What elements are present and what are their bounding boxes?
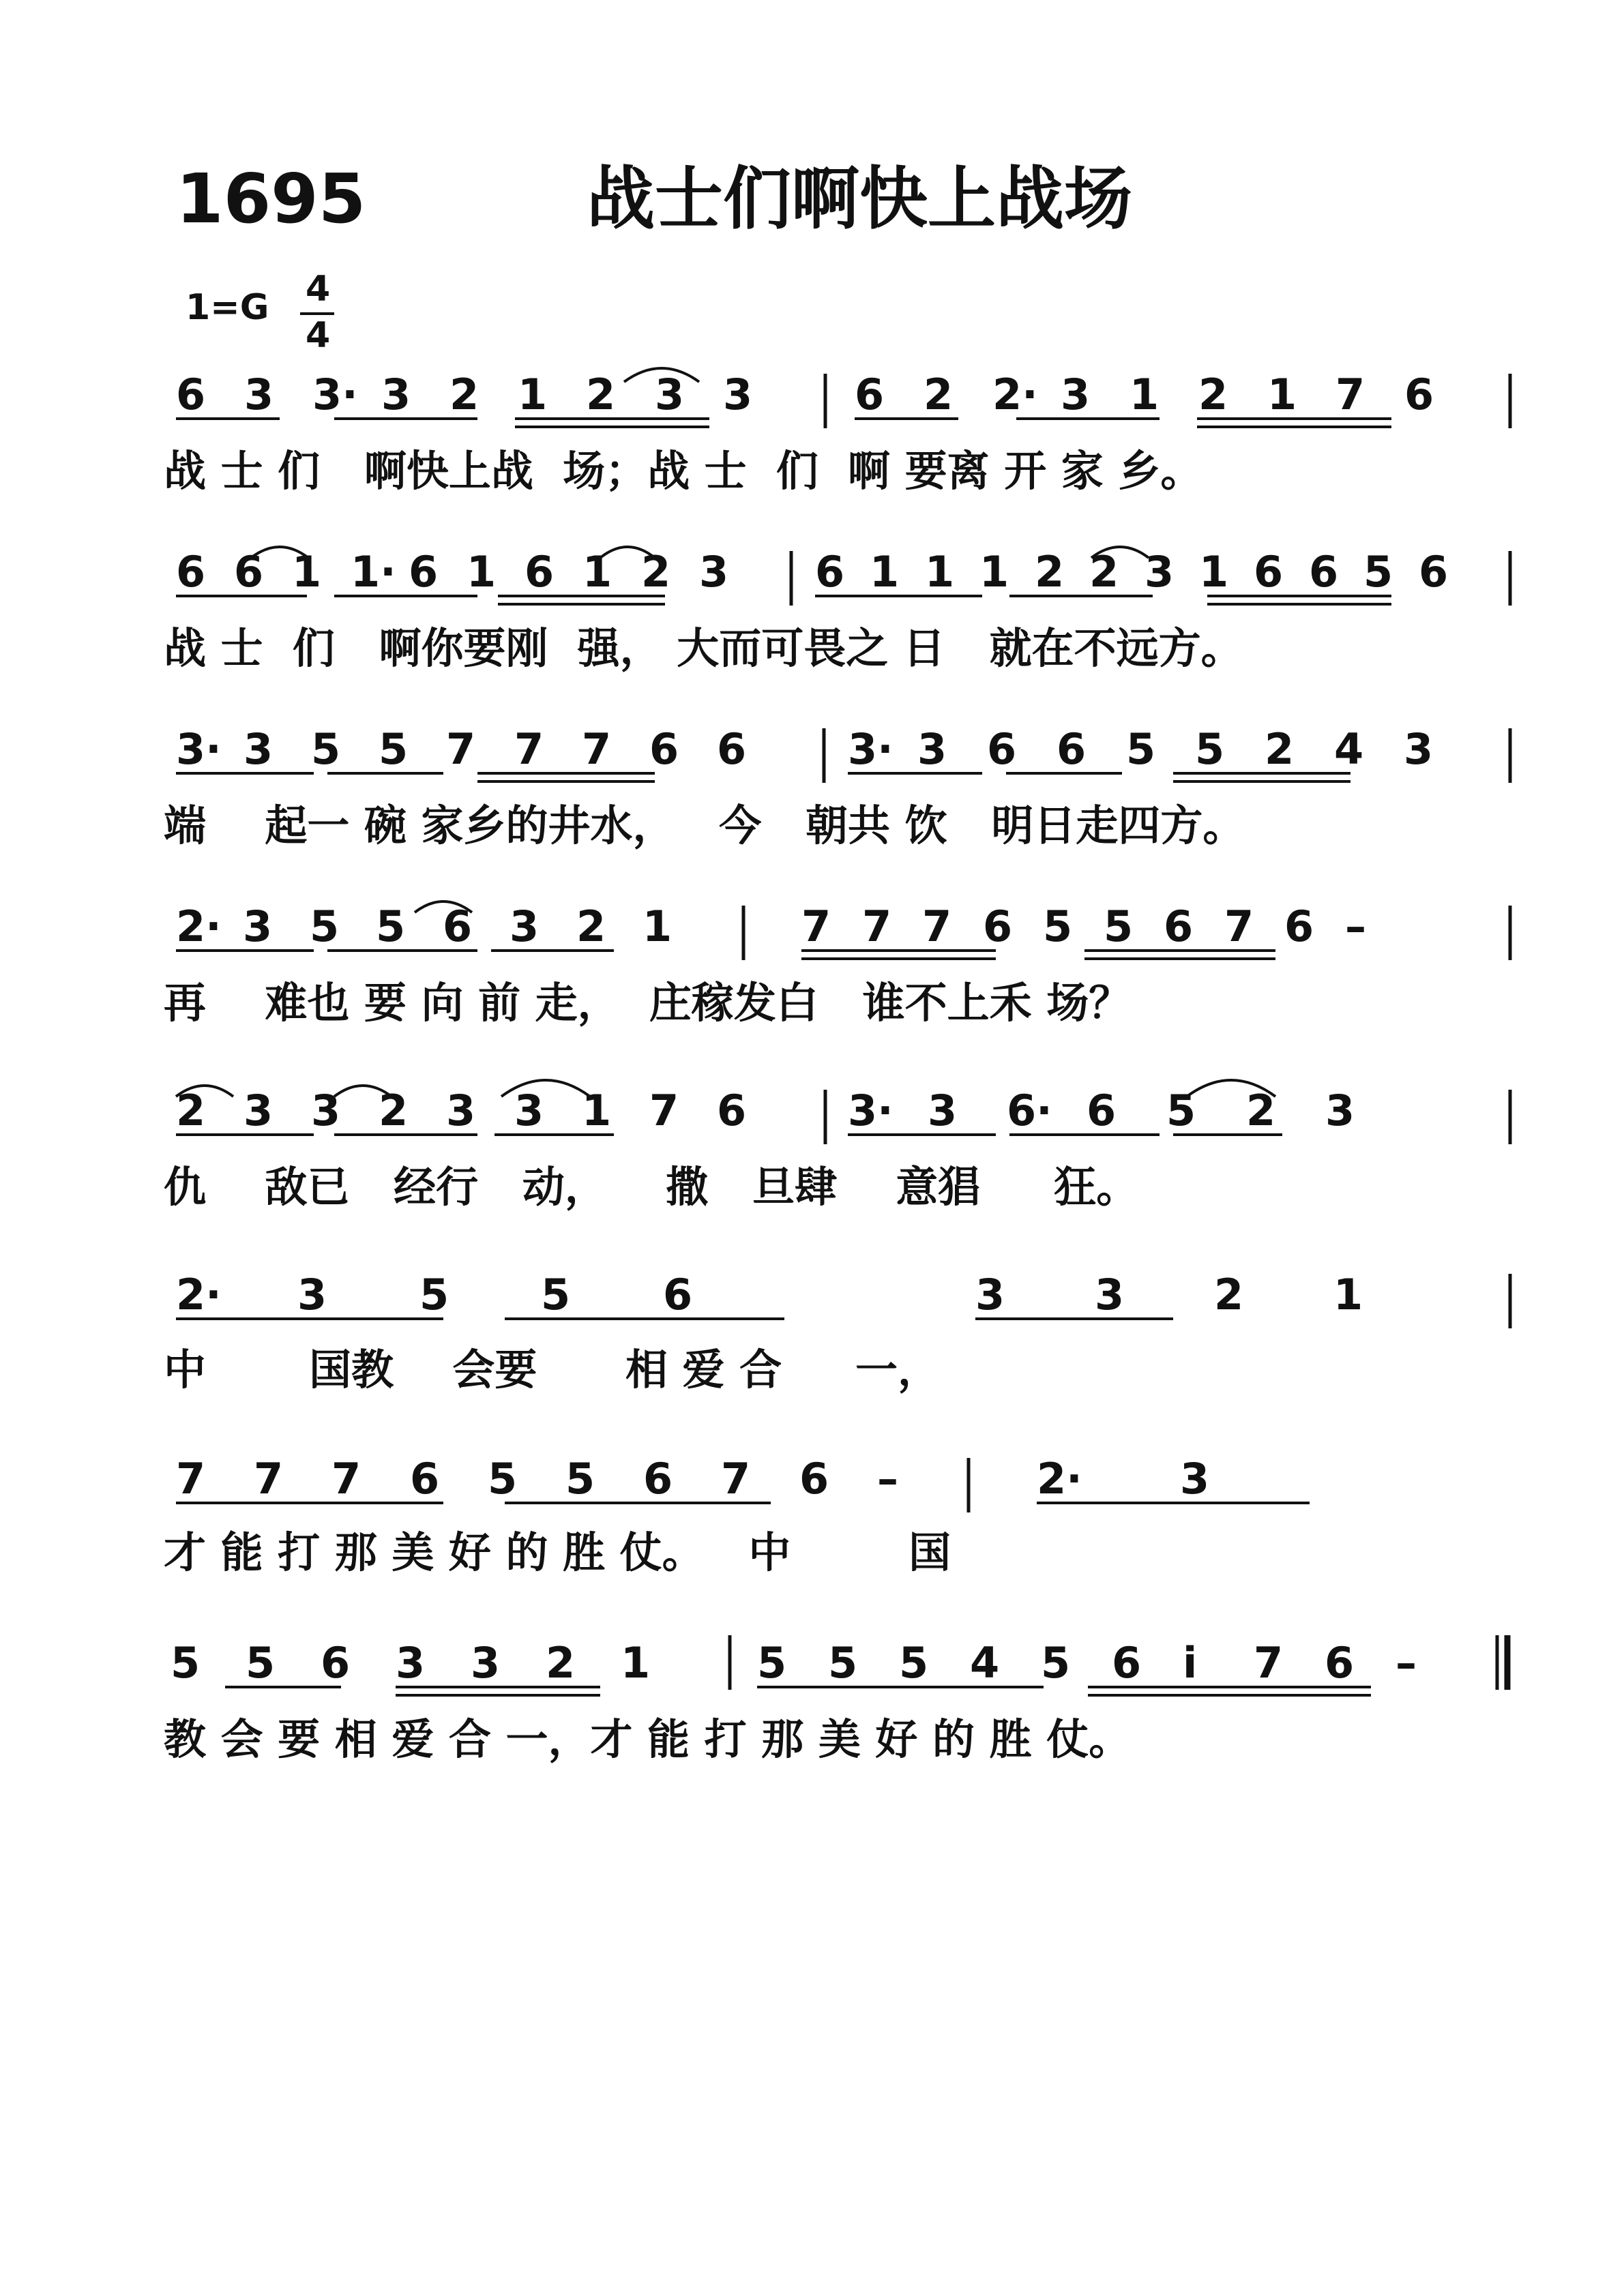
note-2-1-1: 6 <box>176 547 206 597</box>
note-1-1-4: 3 <box>381 370 411 419</box>
note-4-1-6: 3 <box>510 901 540 951</box>
note-1-1-5: 2 <box>449 370 479 419</box>
note-7-1-8: 7 <box>721 1454 751 1504</box>
note-5-1-4: 2 <box>379 1086 409 1135</box>
lyric-line: 教 会 要 相 爱 合 一，才 能 打 那 美 好 的 胜 仗。 <box>164 1714 1132 1764</box>
note-6-1-5: 6 <box>663 1270 693 1320</box>
note-8-1-2: 5 <box>246 1638 276 1688</box>
page-title: 战士们啊快上战场 <box>587 159 1132 239</box>
note-8-2-8: 7 <box>1254 1638 1284 1688</box>
note-3-1-9: 6 <box>717 724 747 774</box>
lyric-line: 中 国教 会要 相 爱 合 一， <box>164 1345 941 1395</box>
note-4-1-8: 1 <box>643 901 673 951</box>
note-1-2-4: 3 <box>1061 370 1091 419</box>
note-1-2-3: 2· <box>992 370 1038 419</box>
lyric-line: 战 士 们 啊快上战 场；战 士 们 啊 要离 开 家 乡。 <box>164 446 1203 496</box>
lyric-line: 仇 敌已 经行 动， 撒 旦肆 意猖 狂。 <box>164 1162 1139 1212</box>
note-2-2-7: 3 <box>1145 547 1175 597</box>
lyric-line: 才 能 打 那 美 好 的 胜 仗。 中 国 <box>164 1527 951 1577</box>
note-1-2-6: 2 <box>1198 370 1228 419</box>
note-4-2-6: 5 <box>1104 901 1134 951</box>
note-5-2-7: 3 <box>1325 1086 1355 1135</box>
note-5-2-6: 2 <box>1246 1086 1276 1135</box>
note-3-2-9: 3 <box>1404 724 1434 774</box>
note-4-1-4: 5 <box>376 901 406 951</box>
note-6-1-3: 5 <box>419 1270 449 1320</box>
note-7-1-2: 7 <box>254 1454 284 1504</box>
note-3-1-7: 7 <box>582 724 612 774</box>
note-3-2-8: 4 <box>1334 724 1364 774</box>
note-2-2-11: 5 <box>1363 547 1393 597</box>
note-1-1-8: 3 <box>655 370 685 419</box>
note-8-2-5: 5 <box>1041 1638 1071 1688</box>
note-5-1-5: 3 <box>446 1086 476 1135</box>
note-5-1-8: 7 <box>649 1086 679 1135</box>
note-2-2-12: 6 <box>1419 547 1449 597</box>
note-6-1-2: 3 <box>297 1270 327 1320</box>
note-3-1-1: 3· <box>176 724 222 774</box>
lyric-line: 端 起一 碗 家乡的井水， 今 朝共 饮 明日走四方。 <box>164 801 1245 850</box>
note-4-1-7: 2 <box>576 901 606 951</box>
note-8-2-4: 4 <box>970 1638 1000 1688</box>
note-7-1-9: 6 <box>799 1454 829 1504</box>
note-1-1-6: 1 <box>518 370 548 419</box>
note-2-2-1: 6 <box>815 547 845 597</box>
note-3-2-4: 6 <box>1057 724 1087 774</box>
note-1-2-5: 1 <box>1130 370 1160 419</box>
note-4-1-5: 6 <box>443 901 473 951</box>
note-8-2-1: 5 <box>757 1638 787 1688</box>
note-7-1-6: 5 <box>565 1454 595 1504</box>
note-2-2-4: 1 <box>979 547 1009 597</box>
note-5-2-5: 5 <box>1166 1086 1196 1135</box>
note-5-2-2: 3 <box>928 1086 958 1135</box>
note-1-2-1: 6 <box>855 370 885 419</box>
note-2-2-6: 2 <box>1089 547 1119 597</box>
note-8-1-4: 3 <box>396 1638 426 1688</box>
time-signature-top: 4 <box>306 269 331 310</box>
note-7-1-3: 7 <box>331 1454 361 1504</box>
note-2-2-8: 1 <box>1199 547 1229 597</box>
note-4-2-9: 6 <box>1284 901 1314 951</box>
key-signature: 1=G <box>186 287 269 328</box>
time-signature-bottom: 4 <box>306 315 331 356</box>
note-3-1-8: 6 <box>649 724 679 774</box>
note-3-1-4: 5 <box>379 724 409 774</box>
note-8-2-7: i <box>1183 1638 1198 1688</box>
note-4-2-1: 7 <box>801 901 831 951</box>
note-2-2-10: 6 <box>1309 547 1339 597</box>
note-4-2-3: 7 <box>922 901 952 951</box>
note-6-1-4: 5 <box>541 1270 571 1320</box>
note-2-2-9: 6 <box>1254 547 1284 597</box>
note-6-2-1: 3 <box>975 1270 1005 1320</box>
lyric-line: 战 士 们 啊你要刚 强， 大而可畏之 日 就在不远方。 <box>164 623 1243 673</box>
note-5-2-1: 3· <box>848 1086 894 1135</box>
note-2-2-5: 2 <box>1035 547 1065 597</box>
note-3-1-3: 5 <box>311 724 341 774</box>
note-3-1-5: 7 <box>446 724 476 774</box>
note-1-1-7: 2 <box>586 370 616 419</box>
note-2-1-7: 6 <box>525 547 555 597</box>
note-2-1-6: 1 <box>467 547 497 597</box>
note-2-1-8: 1 <box>582 547 612 597</box>
note-4-2-2: 7 <box>862 901 892 951</box>
note-3-2-1: 3· <box>848 724 894 774</box>
note-5-1-2: 3 <box>243 1086 274 1135</box>
note-5-1-1: 2 <box>176 1086 206 1135</box>
note-4-1-1: 2· <box>176 901 222 951</box>
note-8-2-10: – <box>1396 1638 1417 1688</box>
note-1-2-8: 7 <box>1335 370 1365 419</box>
note-2-2-3: 1 <box>925 547 955 597</box>
note-8-2-6: 6 <box>1112 1638 1142 1688</box>
note-3-2-3: 6 <box>987 724 1017 774</box>
note-1-1-9: 3 <box>723 370 753 419</box>
hymn-number: 1695 <box>176 159 366 239</box>
note-4-2-5: 5 <box>1043 901 1073 951</box>
note-2-1-2: 6 <box>234 547 264 597</box>
note-3-2-6: 5 <box>1195 724 1225 774</box>
note-2-1-9: 2 <box>641 547 671 597</box>
note-5-2-3: 6· <box>1007 1086 1052 1135</box>
note-7-1-4: 6 <box>410 1454 440 1504</box>
note-1-1-3: 3· <box>312 370 358 419</box>
note-1-2-7: 1 <box>1267 370 1297 419</box>
note-5-1-3: 3 <box>311 1086 341 1135</box>
note-6-2-4: 1 <box>1333 1270 1363 1320</box>
note-2-1-3: 1 <box>292 547 322 597</box>
note-5-2-4: 6 <box>1087 1086 1117 1135</box>
note-7-2-2: 3 <box>1180 1454 1210 1504</box>
note-3-2-2: 3 <box>917 724 947 774</box>
note-6-1-1: 2· <box>176 1270 222 1320</box>
note-3-2-7: 2 <box>1265 724 1295 774</box>
note-2-2-2: 1 <box>870 547 900 597</box>
note-5-1-6: 3 <box>514 1086 544 1135</box>
note-1-2-2: 2 <box>924 370 954 419</box>
note-4-2-10: – <box>1345 901 1366 951</box>
note-7-1-10: – <box>877 1454 898 1504</box>
note-4-2-8: 7 <box>1224 901 1254 951</box>
note-1-2-9: 6 <box>1404 370 1434 419</box>
note-3-1-2: 3 <box>243 724 274 774</box>
note-8-1-5: 3 <box>471 1638 501 1688</box>
note-3-1-6: 7 <box>514 724 544 774</box>
lyric-line: 再 难也 要 向 前 走， 庄稼发白 谁不上禾 场？ <box>164 978 1132 1028</box>
note-4-2-7: 6 <box>1164 901 1194 951</box>
note-2-1-4: 1· <box>351 547 396 597</box>
note-8-2-3: 5 <box>899 1638 929 1688</box>
note-8-2-9: 6 <box>1325 1638 1355 1688</box>
note-7-1-1: 7 <box>176 1454 206 1504</box>
note-8-1-6: 2 <box>546 1638 576 1688</box>
note-8-1-1: 5 <box>171 1638 201 1688</box>
note-7-1-7: 6 <box>643 1454 673 1504</box>
note-5-1-9: 6 <box>717 1086 747 1135</box>
note-4-1-3: 5 <box>310 901 340 951</box>
note-6-2-3: 2 <box>1214 1270 1244 1320</box>
note-5-1-7: 1 <box>582 1086 612 1135</box>
note-4-2-4: 6 <box>983 901 1013 951</box>
note-1-1-1: 6 <box>176 370 206 419</box>
note-7-1-5: 5 <box>488 1454 518 1504</box>
note-7-2-1: 2· <box>1037 1454 1082 1504</box>
note-4-1-2: 3 <box>243 901 273 951</box>
note-2-1-10: 3 <box>699 547 729 597</box>
note-1-1-2: 3 <box>244 370 274 419</box>
note-2-1-5: 6 <box>409 547 439 597</box>
note-8-1-3: 6 <box>321 1638 351 1688</box>
note-3-2-5: 5 <box>1126 724 1156 774</box>
note-6-2-2: 3 <box>1095 1270 1125 1320</box>
note-8-1-7: 1 <box>621 1638 651 1688</box>
note-8-2-2: 5 <box>828 1638 858 1688</box>
